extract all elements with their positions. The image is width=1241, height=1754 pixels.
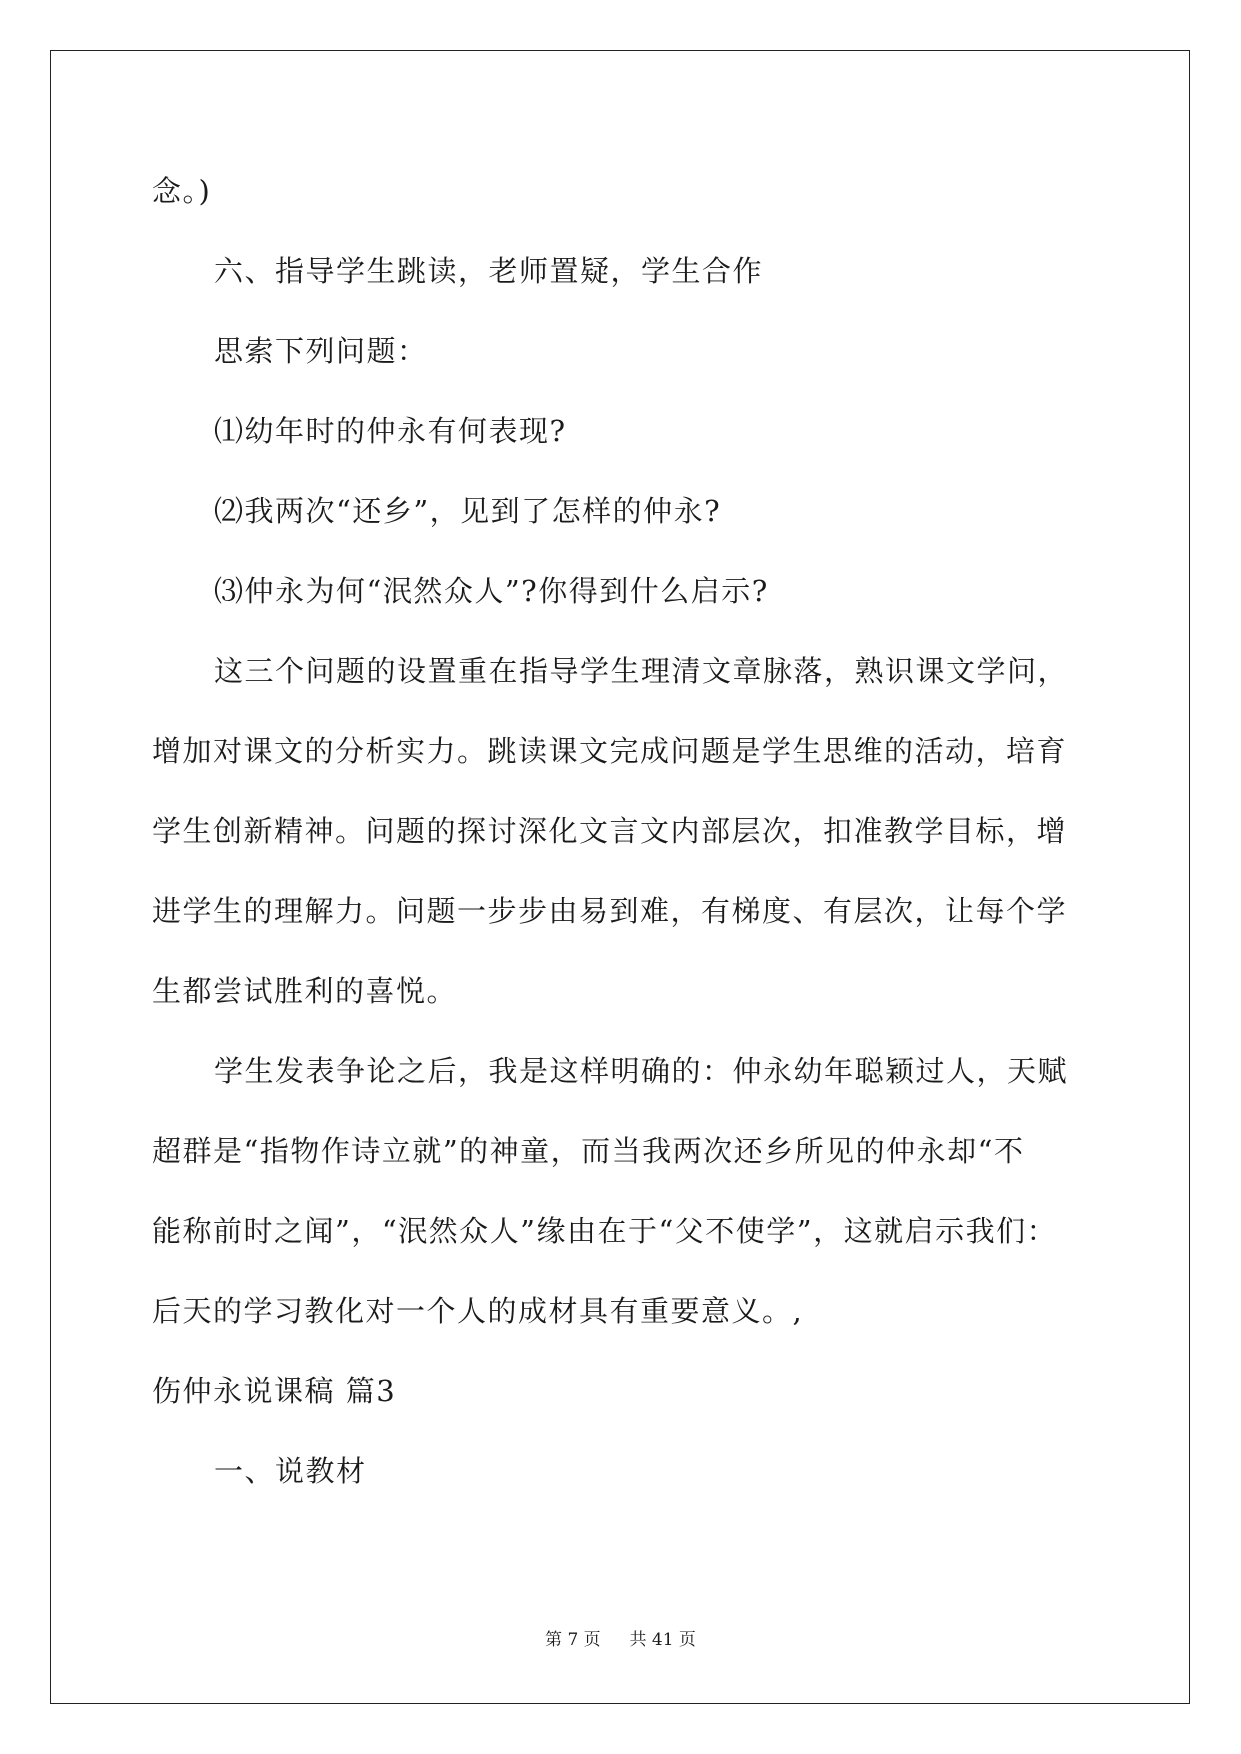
paragraph-line: 这三个问题的设置重在指导学生理清文章脉落，熟识课文学问， bbox=[214, 654, 1069, 688]
paragraph-line: 增加对课文的分析实力。跳读课文完成问题是学生思维的活动，培育 bbox=[152, 734, 1068, 768]
question-1: ⑴幼年时的仲永有何表现? bbox=[214, 414, 567, 448]
page-footer bbox=[0, 1628, 1241, 1652]
paragraph-line: 生都尝试胜利的喜悦。 bbox=[152, 974, 458, 1008]
text-line-3: 思索下列问题： bbox=[214, 334, 428, 368]
section-heading-one: 一、说教材 bbox=[214, 1454, 367, 1488]
question-3: ⑶仲永为何“泯然众人”?你得到什么启示? bbox=[214, 574, 769, 608]
paragraph-line: 学生创新精神。问题的探讨深化文言文内部层次，扣准教学目标，增 bbox=[152, 814, 1068, 848]
section-heading-six: 六、指导学生跳读，老师置疑，学生合作 bbox=[214, 254, 764, 288]
page-number: 第 7 页 bbox=[545, 1630, 601, 1650]
paragraph-line: 超群是“指物作诗立就”的神童，而当我两次还乡所见的仲永却“不 bbox=[152, 1134, 1025, 1168]
text-line-1: 念。) bbox=[152, 174, 212, 208]
page-total: 共 41 页 bbox=[629, 1630, 696, 1650]
paragraph-line: 后天的学习教化对一个人的成材具有重要意义。, bbox=[152, 1294, 804, 1328]
paragraph-line: 进学生的理解力。问题一步步由易到难，有梯度、有层次，让每个学 bbox=[152, 894, 1068, 928]
article-title: 伤仲永说课稿 篇3 bbox=[152, 1374, 397, 1408]
paragraph-line: 能称前时之闻”，“泯然众人”缘由在于“父不使学”，这就启示我们： bbox=[152, 1214, 1058, 1248]
question-2: ⑵我两次“还乡”，见到了怎样的仲永? bbox=[214, 494, 722, 528]
paragraph-line: 学生发表争论之后，我是这样明确的：仲永幼年聪颖过人，天赋 bbox=[214, 1054, 1069, 1088]
